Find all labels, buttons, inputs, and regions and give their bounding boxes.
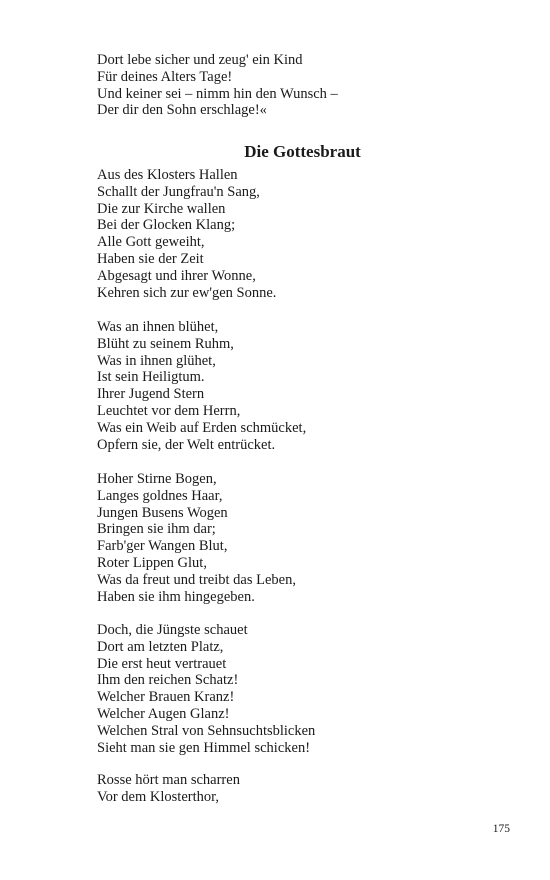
verse-line: Welcher Augen Glanz!	[97, 705, 230, 722]
verse-line: Alle Gott geweiht,	[97, 234, 205, 251]
verse-line: Ihrer Jugend Stern	[97, 386, 205, 403]
stanza-2	[97, 319, 306, 453]
verse-line: Für deines Alters Tage!	[97, 68, 233, 85]
verse-line: Die erst heut vertrauet	[97, 655, 227, 672]
verse-line: Dort lebe sicher und zeug' ein Kind	[97, 52, 303, 68]
verse-line: Rosse hört man scharren	[97, 772, 240, 788]
verse-line: Ist sein Heiligtum.	[97, 369, 205, 386]
verse-line: Die zur Kirche wallen	[97, 200, 226, 217]
verse-line: Sieht man sie gen Himmel schicken!	[97, 739, 311, 756]
verse-line: Langes goldnes Haar,	[97, 487, 223, 504]
verse-line: Schallt der Jungfrau'n Sang,	[97, 183, 260, 200]
verse-line: Welcher Brauen Kranz!	[97, 689, 235, 706]
poem-title: Die Gottesbraut	[244, 142, 361, 161]
verse-line: Jungen Busens Wogen	[97, 504, 228, 521]
stanza-3	[97, 471, 296, 605]
verse-line: Aus des Klosters Hallen	[97, 167, 238, 183]
verse-line: Was ein Weib auf Erden schmücket,	[97, 419, 307, 436]
verse-line: Und keiner sei – nimm hin den Wunsch –	[97, 85, 338, 102]
verse-line: Vor dem Klosterthor,	[97, 788, 219, 805]
verse-line: Was da freut und treibt das Leben,	[97, 571, 296, 588]
verse-line: Opfern sie, der Welt entrücket.	[97, 436, 276, 453]
verse-line: Abgesagt und ihrer Wonne,	[97, 267, 256, 284]
verse-line: Kehren sich zur ew'gen Sonne.	[97, 284, 277, 301]
verse-line: Was an ihnen blühet,	[97, 319, 219, 335]
verse-line: Roter Lippen Glut,	[97, 554, 207, 571]
verse-line: Der dir den Sohn erschlage!«	[97, 102, 267, 119]
verse-line: Welchen Stral von Sehnsuchtsblicken	[97, 722, 316, 739]
verse-line: Blüht zu seinem Ruhm,	[97, 335, 234, 352]
stanza-4	[97, 622, 315, 756]
verse-line: Doch, die Jüngste schauet	[97, 622, 248, 638]
verse-line: Dort am letzten Platz,	[97, 638, 224, 655]
verse-line: Bringen sie ihm dar;	[97, 521, 216, 538]
verse-line: Ihm den reichen Schatz!	[97, 672, 239, 689]
verse-line: Hoher Stirne Bogen,	[97, 471, 217, 487]
verse-line: Bei der Glocken Klang;	[97, 217, 236, 234]
page-number: 175	[492, 823, 510, 835]
opening-stanza	[97, 52, 338, 119]
stanza-5	[97, 772, 240, 806]
verse-line: Farb'ger Wangen Blut,	[97, 538, 228, 555]
verse-line: Haben sie ihm hingegeben.	[97, 588, 255, 605]
verse-line: Was in ihnen glühet,	[97, 352, 216, 369]
verse-line: Leuchtet vor dem Herrn,	[97, 402, 241, 419]
verse-line: Haben sie der Zeit	[97, 250, 204, 267]
stanza-1	[97, 167, 276, 301]
